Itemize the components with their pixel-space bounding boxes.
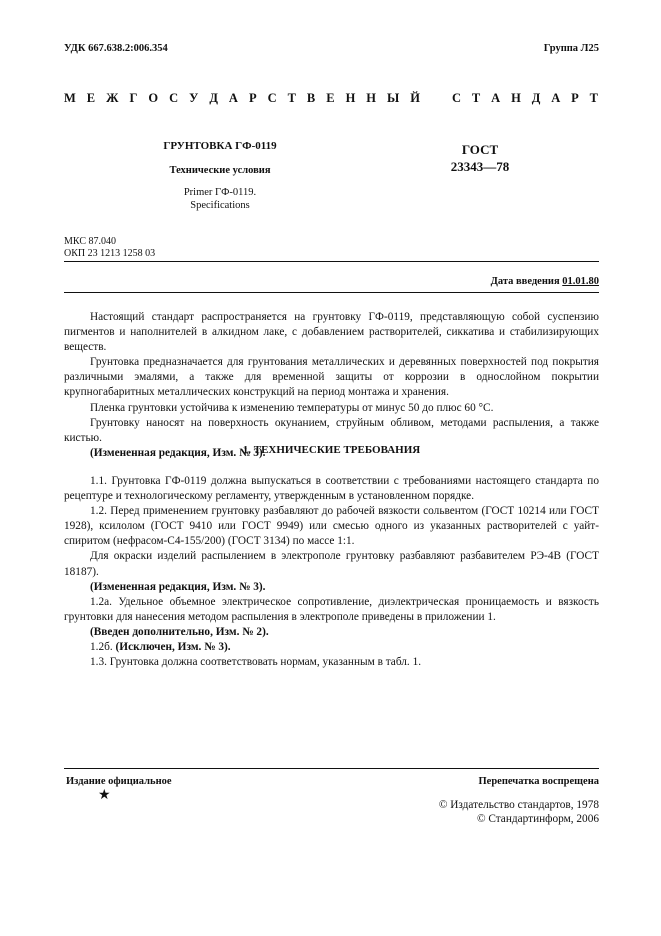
banner-letter: А [491,91,501,105]
clause-1-2-electro: Для окраски изделий распылением в электрополе грунтовку разбавляют разбавителем РЭ-4В (ГОСТ 18187). [64,550,599,578]
gost-designation [440,141,520,175]
requirements-section [64,474,599,670]
banner-letter: Е [326,91,335,105]
intro-paragraph: Пленка грунтовки устойчива к изменению температуры от минус 50 до плюс 60 °С. [90,401,494,414]
udk-code: УДК 667.638.2:006.354 [64,43,168,54]
banner-word-standard [452,91,598,106]
divider-line-2 [64,292,599,293]
star-icon: ★ [98,788,111,803]
banner-letter: В [306,91,316,105]
banner-letter: Ы [387,91,400,105]
intro-paragraph: Настоящий стандарт распространяется на грунтовку ГФ-0119, представляющую собой суспензию пигментов и наполнителей в алкидном лаке, с добавлением растворителей, сиккатива и стабилизирующих веществ. [64,311,599,354]
document-subtitle: Технические условия [169,165,271,176]
reprint-prohibited: Перепечатка воспрещена [478,776,599,787]
banner-letter: С [169,91,179,105]
clause-1-3: 1.3. Грунтовка должна соответствовать нормам, указанным в табл. 1. [90,656,422,669]
banner-letter: Ж [106,91,119,105]
banner-letter: Р [248,91,257,105]
amendment-note: (Измененная редакция, Изм. № 3). [90,446,266,459]
banner-word-interstate [64,91,420,106]
amendment-note: (Измененная редакция, Изм. № 3). [90,580,266,593]
group-code: Группа Л25 [543,43,599,54]
document-title: ГРУНТОВКА ГФ-0119 [163,140,277,152]
intro-section [64,310,599,461]
okp-code: ОКП 23 1213 1258 03 [64,248,156,259]
banner-letter: Е [86,91,96,105]
banner-letter: Г [129,91,138,105]
banner-letter: Н [345,91,356,105]
english-title-line-1: Primer ГФ-0119. [183,187,257,198]
mks-code: МКС 87.040 [64,236,116,247]
gost-label: ГОСТ [461,142,499,157]
clause-1-2: 1.2. Перед применением грунтовку разбавляют до рабочей вязкости сольвентом (ГОСТ 10214 или ГОСТ 1928), ксилолом (ГОСТ 9410 или ГОСТ 9949) или смесью одного из указанных растворителей с уайт-спиритом (нефрасом-С4-155/200) (ГОСТ 3134) по массе 1:1. [64,505,599,548]
banner-letter: Н [366,91,377,105]
date-label: Дата введения [490,276,560,287]
banner-letter: С [267,91,277,105]
banner-letter: Р [571,91,579,105]
divider-line [64,261,599,262]
clause-number: 1.2б. [90,641,113,654]
copyright-line-1: © Издательство стандартов, 1978 [438,799,599,811]
clause-1-1: 1.1. Грунтовка ГФ-0119 должна выпускаться в соответствии с требованиями настоящего стандарта по рецептуре и технологическому регламенту, утвержденным в установленном порядке. [64,475,599,503]
english-title [140,186,300,212]
banner-letter: Д [209,91,218,105]
banner-letter: А [228,91,238,105]
footer-divider [64,768,599,769]
english-title-line-2: Specifications [190,200,250,211]
banner-letter: Т [589,91,598,105]
official-edition: Издание официальное [66,776,172,787]
classification-codes [64,236,155,260]
intro-paragraph: Грунтовку наносят на поверхность окунанием, струйным обливом, методами распыления, а также кистью. [64,416,599,444]
gost-number: 23343—78 [450,159,510,174]
standard-banner [64,91,598,106]
clause-excluded-note: (Исключен, Изм. № 3). [115,641,231,654]
clause-1-2a: 1.2а. Удельное объемное электрическое сопротивление, диэлектрическая проницаемость и вязкость грунтовки для нанесения методом распыления в электрополе приведены в приложении 1. [64,595,599,623]
amendment-note: (Введен дополнительно, Изм. № 2). [90,625,269,638]
banner-letter: А [551,91,561,105]
banner-letter: Й [410,91,420,105]
date-value: 01.01.80 [562,276,599,287]
banner-letter: У [189,91,199,105]
banner-letter: Н [511,91,521,105]
banner-letter: Т [471,91,481,105]
section-heading: 1. ТЕХНИЧЕСКИЕ ТРЕБОВАНИЯ [242,444,421,456]
copyright-block [439,798,599,826]
intro-paragraph: Грунтовка предназначается для грунтования металлических и деревянных поверхностей под покрытия различными эмалями, а также для временной защиты от коррозии в однослойном покрытии крупногабаритных металлических конструкций на период монтажа и хранения. [64,356,599,399]
banner-letter: Д [531,91,541,105]
copyright-line-2: © Стандартинформ, 2006 [476,813,599,825]
banner-letter: М [64,91,76,105]
banner-letter: О [148,91,159,105]
banner-letter: С [452,91,462,105]
banner-letter: Т [287,91,296,105]
clause-1-2b [64,640,599,655]
introduction-date [491,276,599,287]
